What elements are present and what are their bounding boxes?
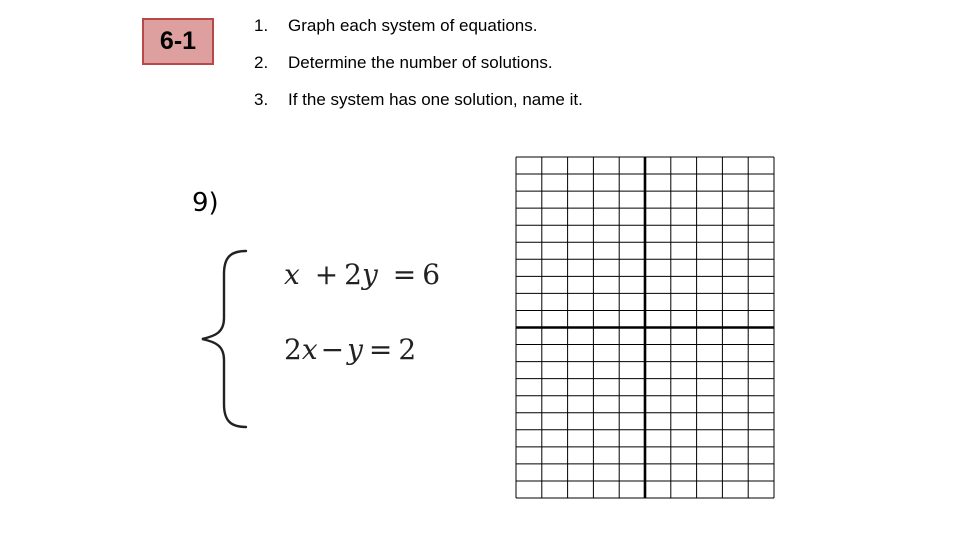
instruction-number: 3. — [254, 90, 269, 109]
system-brace — [196, 248, 252, 430]
instruction-item — [254, 53, 553, 73]
instruction-text: Graph each system of equations. — [288, 16, 538, 35]
lesson-badge: 6-1 — [142, 18, 214, 65]
equation-2 — [284, 333, 416, 366]
equals-sign: = — [368, 333, 393, 366]
instruction-item — [254, 16, 537, 36]
var-y: y — [362, 258, 378, 291]
instruction-number: 1. — [254, 16, 269, 35]
rhs-value: 6 — [422, 258, 441, 291]
instruction-item — [254, 90, 583, 110]
var-x: x — [284, 258, 300, 291]
instruction-text: Determine the number of solutions. — [288, 53, 553, 72]
coordinate-grid[interactable] — [512, 155, 778, 500]
operator-plus: + — [314, 258, 339, 291]
coefficient: 2 — [344, 258, 362, 291]
rhs-value: 2 — [398, 333, 417, 366]
var-y: y — [347, 333, 363, 366]
instruction-text: If the system has one solution, name it. — [288, 90, 583, 109]
problem-number: 9) — [192, 188, 219, 218]
operator-minus: − — [320, 333, 345, 366]
equals-sign: = — [392, 258, 417, 291]
equation-1 — [284, 258, 440, 291]
var-x: x — [301, 333, 318, 366]
instruction-number: 2. — [254, 53, 269, 72]
coefficient: 2 — [284, 333, 302, 366]
